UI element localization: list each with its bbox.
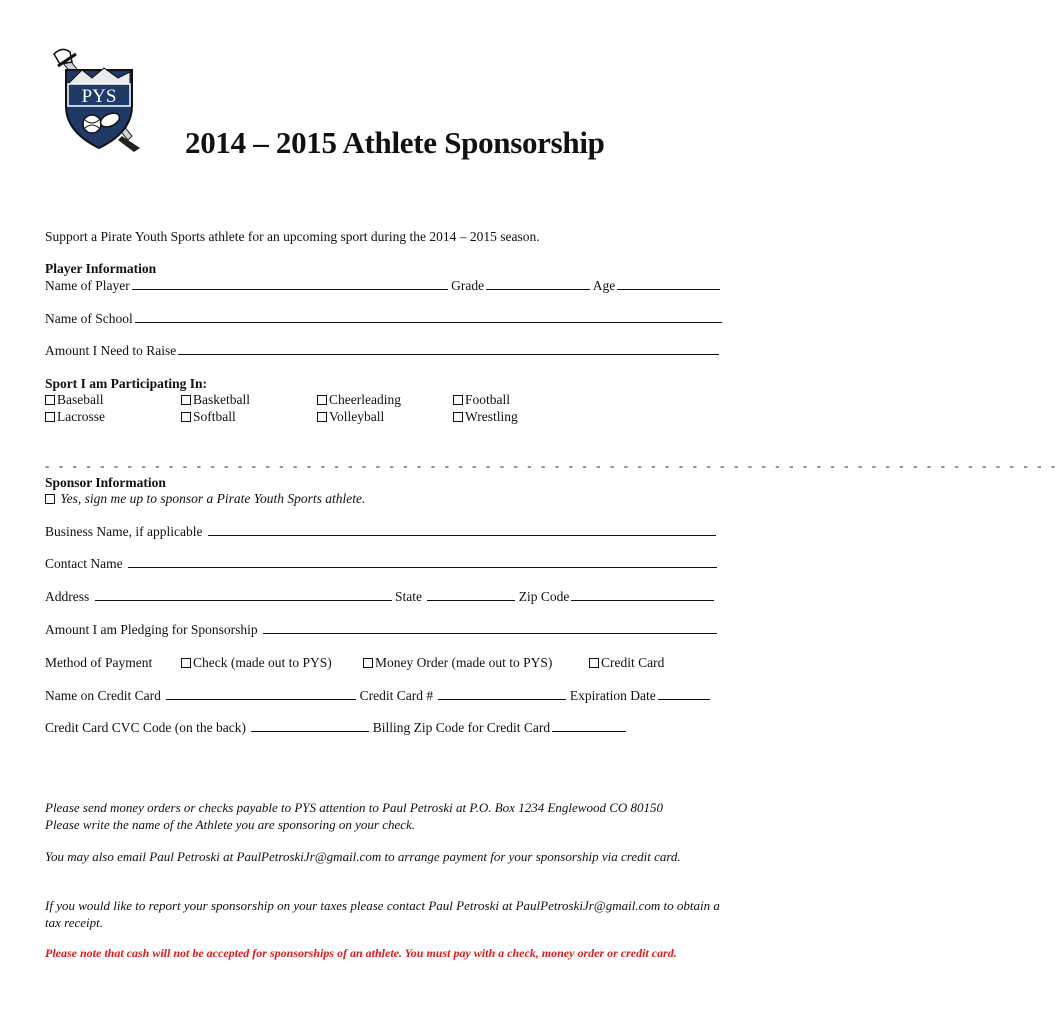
amount-raise-row bbox=[45, 342, 719, 359]
billing-zip-label: Billing Zip Code for Credit Card bbox=[372, 720, 551, 735]
contact-row bbox=[45, 555, 717, 572]
payment-instructions bbox=[45, 799, 725, 833]
cut-line-separator: - - - - - - - - - - - - - - - - - - - - - - - - - - - - - - - - - - - - - - - - - - - - - - - - - - - - - - - - - - - - - - - - - - - - - - - - - - bbox=[45, 458, 1058, 473]
sport-option-baseball[interactable]: Baseball bbox=[45, 391, 104, 408]
contact-label: Contact Name bbox=[45, 556, 123, 571]
sponsor-info-heading: Sponsor Information bbox=[45, 475, 166, 490]
zip-field[interactable] bbox=[571, 588, 714, 601]
checkbox[interactable] bbox=[45, 494, 55, 504]
cc-number-label: Credit Card # bbox=[359, 688, 434, 703]
player-name-label: Name of Player bbox=[45, 278, 130, 293]
sport-option-volleyball[interactable]: Volleyball bbox=[317, 408, 384, 425]
checkbox[interactable] bbox=[453, 395, 463, 405]
page-title: 2014 – 2015 Athlete Sponsorship bbox=[185, 125, 605, 160]
school-row bbox=[45, 310, 722, 327]
business-row bbox=[45, 523, 716, 540]
address-label: Address bbox=[45, 589, 90, 604]
pledge-row bbox=[45, 621, 717, 638]
address-row bbox=[45, 588, 714, 605]
amount-raise-field[interactable] bbox=[178, 342, 719, 355]
payment-option-credit-card[interactable]: Credit Card bbox=[589, 654, 664, 671]
checkbox[interactable] bbox=[589, 658, 599, 668]
business-field[interactable] bbox=[208, 523, 716, 536]
business-label: Business Name, if applicable bbox=[45, 524, 203, 539]
intro-text: Support a Pirate Youth Sports athlete for an upcoming sport during the 2014 – 2015 season. bbox=[45, 229, 540, 244]
sports-heading: Sport I am Participating In: bbox=[45, 376, 207, 391]
cvc-label: Credit Card CVC Code (on the back) bbox=[45, 720, 246, 735]
sport-option-basketball[interactable]: Basketball bbox=[181, 391, 250, 408]
sport-option-lacrosse[interactable]: Lacrosse bbox=[45, 408, 105, 425]
billing-zip-field[interactable] bbox=[552, 719, 626, 732]
sponsor-yes-option[interactable]: Yes, sign me up to sponsor a Pirate Youth Sports athlete. bbox=[45, 490, 365, 507]
checkbox[interactable] bbox=[453, 412, 463, 422]
contact-field[interactable] bbox=[128, 555, 717, 568]
pledge-field[interactable] bbox=[263, 621, 717, 634]
checkbox[interactable] bbox=[317, 395, 327, 405]
checkbox[interactable] bbox=[45, 395, 55, 405]
payment-method-label: Method of Payment bbox=[45, 655, 153, 670]
mail-instructions: Please send money orders or checks payable to PYS attention to Paul Petroski at P.O. Box 1234 Englewood CO 80150 bbox=[45, 800, 664, 815]
cc-row bbox=[45, 687, 710, 704]
pys-logo bbox=[48, 44, 146, 154]
grade-field[interactable] bbox=[486, 277, 590, 290]
checkbox[interactable] bbox=[181, 658, 191, 668]
cvc-field[interactable] bbox=[251, 719, 369, 732]
state-field[interactable] bbox=[427, 588, 515, 601]
player-info-heading: Player Information bbox=[45, 261, 157, 276]
email-note: You may also email Paul Petroski at PaulPetroskiJr@gmail.com to arrange payment for your sponsorship via credit card. bbox=[45, 849, 681, 864]
school-label: Name of School bbox=[45, 311, 133, 326]
checkbox[interactable] bbox=[181, 412, 191, 422]
grade-label: Grade bbox=[451, 278, 485, 293]
expiration-label: Expiration Date bbox=[569, 688, 656, 703]
payment-option-check[interactable]: Check (made out to PYS) bbox=[181, 654, 332, 671]
cash-warning: Please note that cash will not be accepted for sponsorships of an athlete. You must pay with a check, money order or credit card. bbox=[45, 946, 677, 960]
pledge-label: Amount I am Pledging for Sponsorship bbox=[45, 622, 258, 637]
svg-text:PYS: PYS bbox=[81, 86, 117, 107]
sport-option-cheerleading[interactable]: Cheerleading bbox=[317, 391, 401, 408]
player-name-field[interactable] bbox=[132, 277, 448, 290]
tax-note: If you would like to report your sponsorship on your taxes please contact Paul Petroski at PaulPetroskiJr@gmail.com to obtain a tax receipt. bbox=[45, 898, 720, 930]
checkbox[interactable] bbox=[317, 412, 327, 422]
check-instructions: Please write the name of the Athlete you are sponsoring on your check. bbox=[45, 817, 416, 832]
cc-name-field[interactable] bbox=[166, 687, 356, 700]
school-field[interactable] bbox=[135, 310, 722, 323]
checkbox[interactable] bbox=[181, 395, 191, 405]
payment-option-money-order[interactable]: Money Order (made out to PYS) bbox=[363, 654, 552, 671]
sport-option-wrestling[interactable]: Wrestling bbox=[453, 408, 518, 425]
cc-number-field[interactable] bbox=[438, 687, 566, 700]
address-field[interactable] bbox=[95, 588, 392, 601]
zip-label: Zip Code bbox=[518, 589, 570, 604]
age-label: Age bbox=[592, 278, 616, 293]
player-name-row bbox=[45, 277, 720, 294]
checkbox[interactable] bbox=[45, 412, 55, 422]
sport-option-softball[interactable]: Softball bbox=[181, 408, 236, 425]
state-label: State bbox=[395, 589, 422, 604]
cvc-row bbox=[45, 719, 626, 736]
expiration-field[interactable] bbox=[658, 687, 710, 700]
age-field[interactable] bbox=[617, 277, 720, 290]
sport-option-football[interactable]: Football bbox=[453, 391, 510, 408]
checkbox[interactable] bbox=[363, 658, 373, 668]
amount-raise-label: Amount I Need to Raise bbox=[45, 343, 177, 358]
cc-name-label: Name on Credit Card bbox=[45, 688, 161, 703]
